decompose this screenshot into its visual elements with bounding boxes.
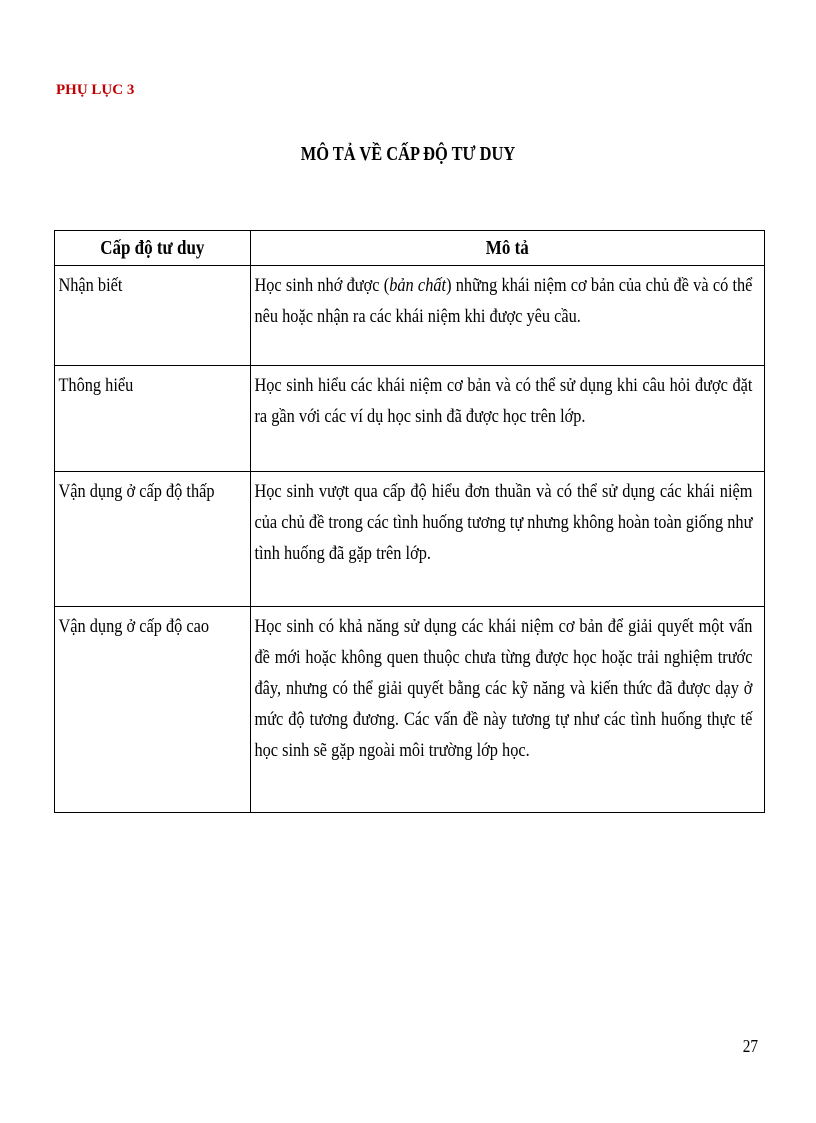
description-cell: Học sinh hiểu các khái niệm cơ bản và có thể sử dụng khi câu hỏi được đặt ra gần với các ví dụ học sinh đã được học trên lớp. [251, 366, 765, 472]
appendix-label: PHỤ LỤC 3 [56, 82, 135, 98]
emphasis-text: bản chất [389, 275, 447, 296]
page-number: 27 [742, 1036, 758, 1056]
table-row [55, 472, 765, 607]
header-description: Mô tả [251, 231, 765, 266]
table-row [55, 607, 765, 813]
description-cell: Học sinh có khả năng sử dụng các khái niệm cơ bản để giải quyết một vấn đề mới hoặc không quen thuộc chưa từng được học hoặc trải nghiệm trước đây, nhưng có thể giải quyết bằng các kỹ năng và kiến thức đã được dạy ở mức độ tương đương. Các vấn đề này tương tự như các tình huống thực tế học sinh sẽ gặp ngoài môi trường lớp học. [251, 607, 765, 813]
description-cell: Học sinh vượt qua cấp độ hiểu đơn thuần và có thể sử dụng các khái niệm của chủ đề trong các tình huống tương tự nhưng không hoàn toàn giống như tình huống đã gặp trên lớp. [251, 472, 765, 607]
header-level: Cấp độ tư duy [55, 231, 251, 266]
page-title: MÔ TẢ VỀ CẤP ĐỘ TƯ DUY [300, 143, 516, 165]
table-header-row [55, 231, 765, 266]
thinking-levels-table [54, 230, 765, 813]
table-row [55, 266, 765, 366]
level-cell: Vận dụng ở cấp độ cao [55, 607, 251, 813]
table-row [55, 366, 765, 472]
description-text: Học sinh nhớ được (bản chất) những khái niệm cơ bản của chủ đề và có thể nêu hoặc nhận ra các khái niệm khi được yêu cầu. [254, 275, 753, 327]
level-cell: Nhận biết [55, 266, 251, 366]
level-cell: Thông hiểu [55, 366, 251, 472]
level-cell: Vận dụng ở cấp độ thấp [55, 472, 251, 607]
description-cell [251, 266, 765, 366]
